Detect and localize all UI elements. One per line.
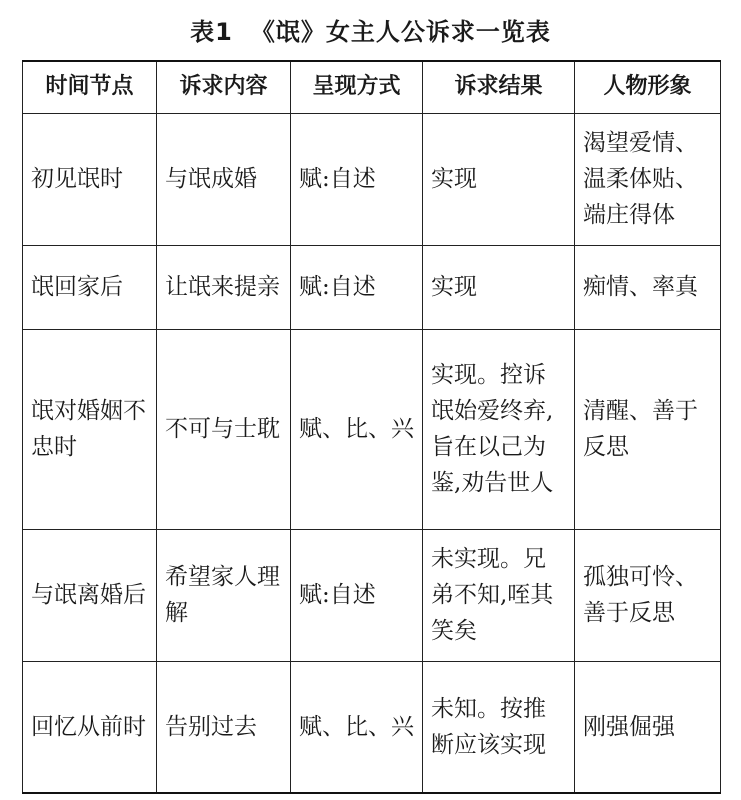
cell-content: 不可与士耽	[157, 329, 291, 529]
cell-content: 让氓来提亲	[157, 245, 291, 329]
header-method: 呈现方式	[291, 61, 423, 113]
cell-content: 与氓成婚	[157, 113, 291, 245]
cell-method: 赋、比、兴	[291, 661, 423, 793]
cell-time: 回忆从前时	[23, 661, 157, 793]
cell-image: 刚强倔强	[575, 661, 721, 793]
table-caption	[0, 12, 741, 47]
table-row	[23, 245, 721, 329]
cell-time: 初见氓时	[23, 113, 157, 245]
cell-result: 未实现。兄弟不知,咥其笑矣	[423, 529, 575, 661]
cell-method: 赋:自述	[291, 113, 423, 245]
cell-image: 清醒、善于反思	[575, 329, 721, 529]
table-row	[23, 329, 721, 529]
header-image: 人物形象	[575, 61, 721, 113]
cell-method: 赋:自述	[291, 245, 423, 329]
cell-image: 渴望爱情、温柔体贴、端庄得体	[575, 113, 721, 245]
cell-result: 实现	[423, 113, 575, 245]
header-result: 诉求结果	[423, 61, 575, 113]
cell-image: 痴情、率真	[575, 245, 721, 329]
cell-method: 赋、比、兴	[291, 329, 423, 529]
cell-content: 告别过去	[157, 661, 291, 793]
cell-time: 氓回家后	[23, 245, 157, 329]
cell-method: 赋:自述	[291, 529, 423, 661]
cell-time: 与氓离婚后	[23, 529, 157, 661]
cell-result: 实现。控诉氓始爱终弃,旨在以己为鉴,劝告世人	[423, 329, 575, 529]
table-row	[23, 661, 721, 793]
cell-result: 实现	[423, 245, 575, 329]
table-header-row	[23, 61, 721, 113]
table-number: 表1	[190, 18, 233, 46]
cell-image: 孤独可怜、善于反思	[575, 529, 721, 661]
table-title: 《氓》女主人公诉求一览表	[250, 18, 551, 46]
cell-result: 未知。按推断应该实现	[423, 661, 575, 793]
header-content: 诉求内容	[157, 61, 291, 113]
table-row	[23, 113, 721, 245]
table-row	[23, 529, 721, 661]
cell-time: 氓对婚姻不忠时	[23, 329, 157, 529]
header-time: 时间节点	[23, 61, 157, 113]
appeal-table	[22, 60, 721, 794]
cell-content: 希望家人理解	[157, 529, 291, 661]
